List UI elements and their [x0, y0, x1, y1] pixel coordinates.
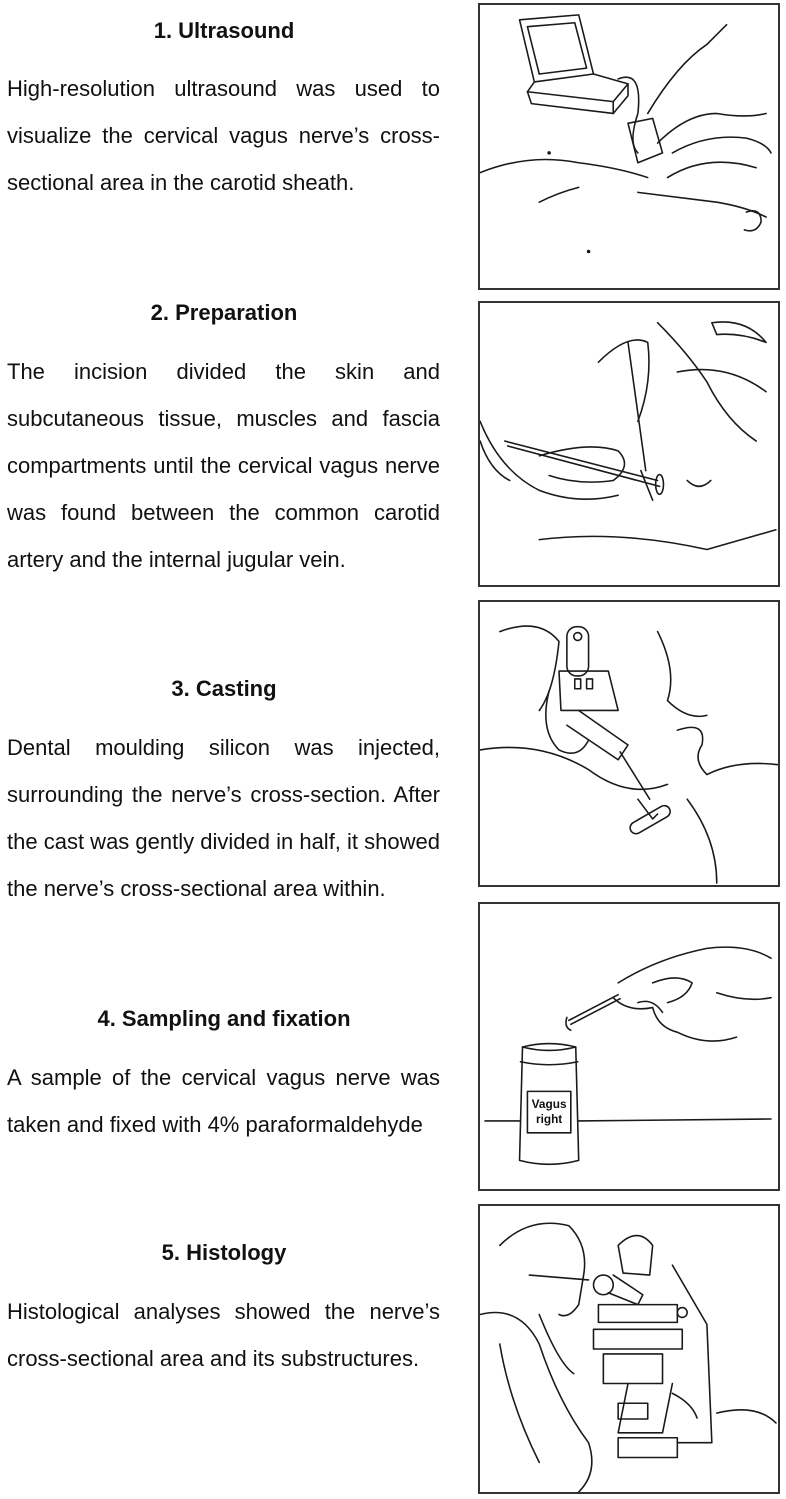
step-description: A sample of the cervical vagus nerve was taken and fixed with 4% paraformaldehyde: [7, 1065, 440, 1137]
step-title: 2. Preparation: [150, 300, 298, 325]
step-description: Histological analyses showed the nerve’s cross-sectional area and its substructures.: [7, 1299, 440, 1371]
step-title: 4. Sampling and fixation: [97, 1006, 351, 1031]
ultrasound-illustration: [478, 3, 780, 290]
preparation-drawing: [480, 303, 778, 585]
step-title: 5. Histology: [161, 1240, 287, 1265]
sampling-illustration: [478, 902, 780, 1191]
jar-label-line2: right: [535, 1111, 563, 1126]
jar-label-line1: Vagus: [531, 1097, 567, 1112]
histology-drawing: [480, 1206, 778, 1492]
histology-illustration: [478, 1204, 780, 1494]
casting-illustration: [478, 600, 780, 887]
step-title: 3. Casting: [171, 676, 277, 701]
preparation-illustration: [478, 301, 780, 587]
sampling-drawing: [480, 904, 778, 1189]
step-description: High-resolution ultrasound was used to visualize the cervical vagus nerve’s cross-sectional area in the carotid sheath.: [7, 76, 440, 195]
casting-drawing: [480, 602, 778, 885]
ultrasound-drawing: [480, 5, 778, 288]
step-description: The incision divided the skin and subcutaneous tissue, muscles and fascia compartments until the cervical vagus nerve was found between the common carotid artery and the internal jugular vein.: [7, 359, 440, 572]
step-title: 1. Ultrasound: [153, 18, 295, 43]
step-description: Dental moulding silicon was injected, surrounding the nerve’s cross-section. After the cast was gently divided in half, it showed the nerve’s cross-sectional area within.: [7, 735, 440, 901]
